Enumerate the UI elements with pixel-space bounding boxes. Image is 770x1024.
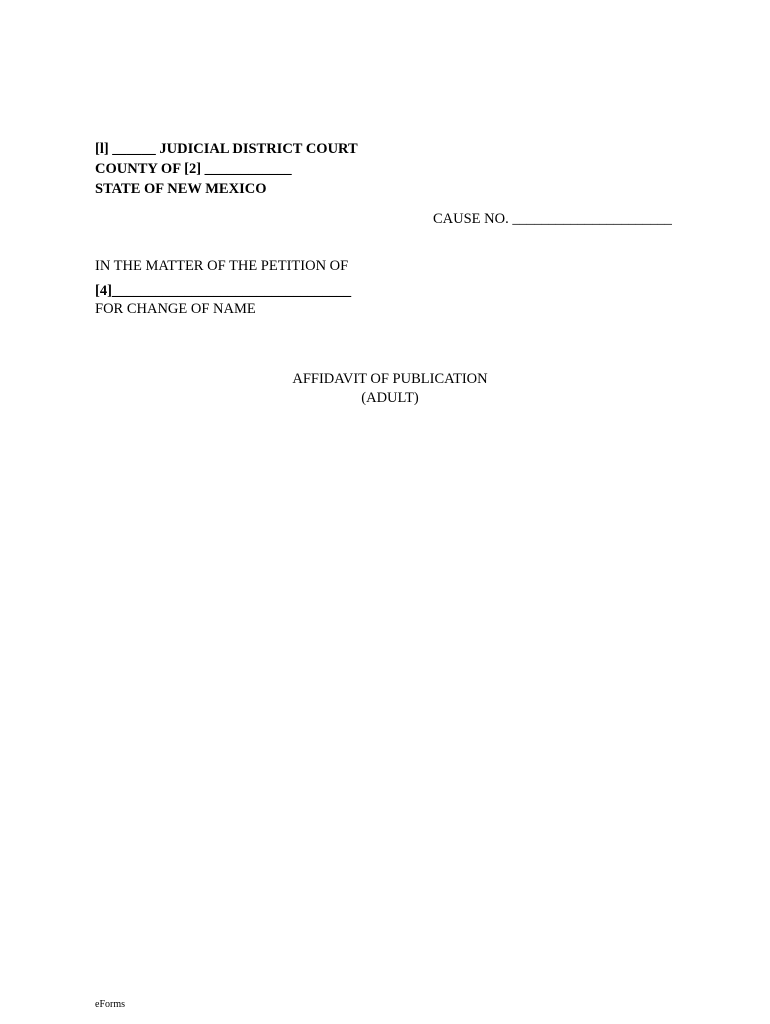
document-title: AFFIDAVIT OF PUBLICATION [292, 371, 488, 387]
document-subtitle: (ADULT) [361, 390, 419, 406]
purpose-caption: FOR CHANGE OF NAME [95, 301, 256, 317]
matter-caption: IN THE MATTER OF THE PETITION OF [95, 258, 349, 274]
cause-number: CAUSE NO. ______________________ [433, 211, 672, 227]
court-heading: [l] ______ JUDICIAL DISTRICT COURT [95, 141, 358, 157]
county-heading: COUNTY OF [2] ____________ [95, 161, 292, 177]
state-heading: STATE OF NEW MEXICO [95, 181, 267, 197]
petitioner-name-field: [4]_________________________________ [95, 283, 352, 299]
footer-brand: eForms [95, 999, 125, 1010]
